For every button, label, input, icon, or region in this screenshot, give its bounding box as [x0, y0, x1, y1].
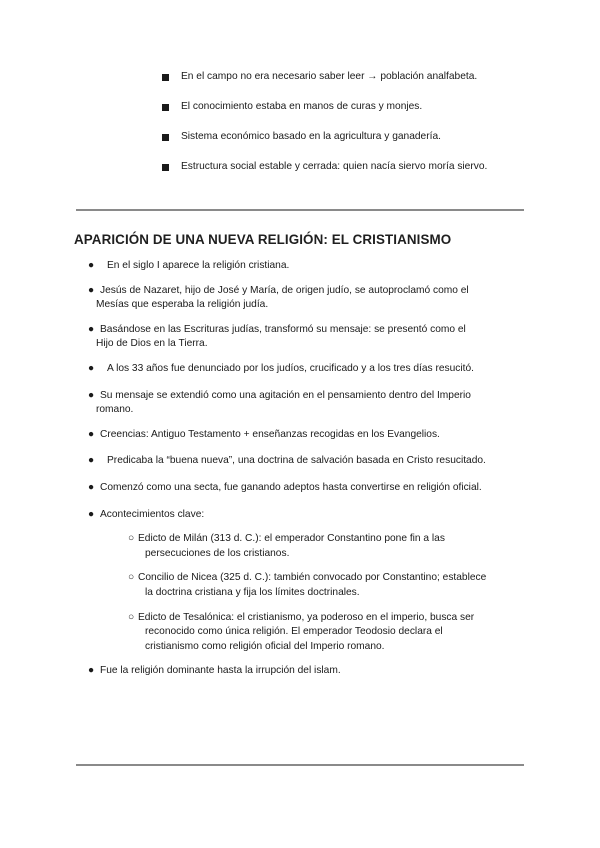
list-item	[88, 362, 520, 377]
list-item-text-continued: Hijo de Dios en la Tierra.	[96, 338, 208, 350]
bullet-icon: ●	[88, 481, 95, 493]
list-item-text: Comenzó como una secta, fue ganando adeptos hasta convertirse en religión oficial.	[100, 481, 482, 493]
list-item	[162, 160, 487, 190]
list-item-text: Basándose en las Escrituras judías, transformó su mensaje: se presentó como el	[100, 323, 466, 335]
list-item-text: En el siglo I aparece la religión cristiana.	[107, 260, 290, 271]
sub-item-text-continued: persecuciones de los cristianos.	[145, 547, 290, 559]
list-item	[88, 259, 520, 274]
sub-item-text: Edicto de Tesalónica: el cristianismo, ya poderoso en el imperio, busca ser	[138, 611, 475, 623]
circle-bullet-icon: ○	[128, 572, 135, 584]
list-item	[162, 70, 487, 100]
bullet-icon: ●	[88, 389, 95, 401]
list-item	[88, 284, 520, 313]
main-bullet-list	[88, 259, 520, 679]
square-bullet-icon	[162, 104, 169, 111]
list-item	[88, 323, 520, 352]
list-item-text: Estructura social estable y cerrada: quien nacía siervo moría siervo.	[181, 161, 488, 172]
sub-item-text: Edicto de Milán (313 d. C.): el emperador Constantino pone fin a las	[138, 533, 445, 545]
list-item-text-continued: Mesías que esperaba la religión judía.	[96, 299, 269, 311]
bullet-icon: ●	[88, 284, 95, 296]
list-item-text: A los 33 años fue denunciado por los judíos, crucificado y a los tres días resucitó.	[107, 362, 474, 374]
sub-item-text-continued: cristianismo como religión oficial del Imperio romano.	[145, 640, 385, 652]
sub-list	[88, 532, 520, 654]
list-item-text: Predicaba la “buena nueva”, una doctrina de salvación basada en Cristo resucitado.	[107, 455, 486, 467]
circle-bullet-icon: ○	[128, 533, 135, 545]
square-bullet-icon	[162, 134, 169, 141]
list-item-text: En el campo no era necesario saber leer → población analfabeta.	[181, 71, 478, 82]
list-item	[162, 100, 487, 130]
divider	[76, 209, 524, 211]
bullet-icon: ●	[88, 323, 95, 335]
sub-item-text: Concilio de Nicea (325 d. C.): también convocado por Constantino; establece	[138, 572, 487, 584]
list-item-text: Su mensaje se extendió como una agitación en el pensamiento dentro del Imperio	[100, 389, 471, 401]
sub-item-text-continued: reconocido como única religión. El emperador Teodosio declara el	[145, 626, 443, 638]
sub-list-item	[128, 532, 510, 561]
list-item	[88, 481, 520, 496]
list-item-text: Acontecimientos clave:	[100, 508, 205, 520]
list-item	[162, 130, 487, 160]
section-title: APARICIÓN DE UNA NUEVA RELIGIÓN: EL CRISTIANISMO	[74, 232, 452, 247]
sub-item-text-continued: la doctrina cristiana y fija los límites doctrinales.	[145, 586, 360, 598]
circle-bullet-icon: ○	[128, 611, 135, 623]
bullet-icon: ●	[88, 508, 95, 520]
list-item-text-continued: romano.	[96, 404, 134, 416]
list-item	[88, 454, 520, 469]
sub-list-item	[128, 571, 510, 600]
list-item-text: Jesús de Nazaret, hijo de José y María, de origen judío, se autoproclamó como el	[100, 284, 469, 296]
list-item	[88, 389, 520, 418]
square-bullet-icon	[162, 74, 169, 81]
list-item	[88, 664, 520, 679]
list-item-text: El conocimiento estaba en manos de curas y monjes.	[181, 101, 423, 112]
sub-list-item	[128, 611, 510, 655]
top-bullet-list	[162, 70, 487, 190]
bullet-icon: ●	[88, 362, 95, 374]
list-item-text: Fue la religión dominante hasta la irrupción del islam.	[100, 665, 341, 677]
list-item-text: Sistema económico basado en la agricultura y ganadería.	[181, 131, 441, 142]
bullet-icon: ●	[88, 665, 95, 677]
list-item	[88, 508, 520, 655]
divider	[76, 764, 524, 766]
bullet-icon: ●	[88, 428, 95, 440]
square-bullet-icon	[162, 164, 169, 171]
list-item-text: Creencias: Antiguo Testamento + enseñanzas recogidas en los Evangelios.	[100, 428, 440, 440]
list-item	[88, 428, 520, 443]
bullet-icon: ●	[88, 455, 95, 467]
bullet-icon: ●	[88, 260, 95, 271]
